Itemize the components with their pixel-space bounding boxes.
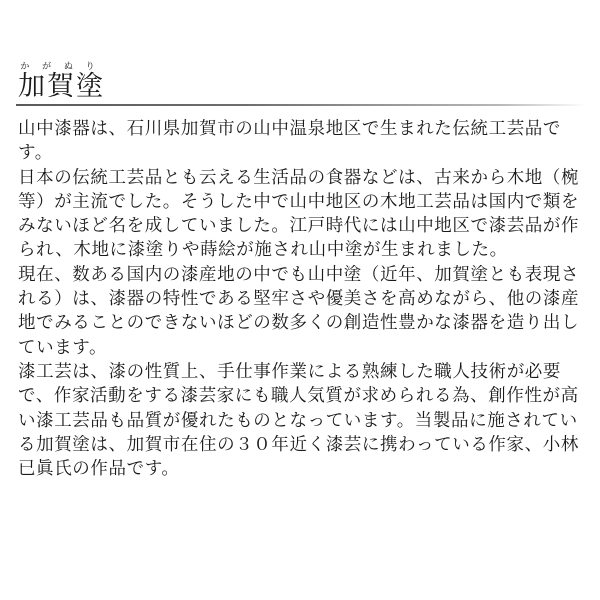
paragraph-3: 現在、数ある国内の漆産地の中でも山中塗（近年、加賀塗とも表現される）は、漆器の特性である堅牢さや優美さを高めながら、他の漆産地でみることのできないほどの数多くの創造性豊かな漆器を造り出しています。 — [18, 264, 580, 358]
page-title — [18, 62, 105, 100]
description-body — [18, 117, 583, 481]
paragraph-2: 日本の伝統工芸品とも云える生活品の食器などは、古来から木地（椀等）が主流でした。そうした中で山中地区の木地工芸品は国内で類をみないほど名を成していました。江戸時代には山中地区で漆芸品が作られ、木地に漆塗りや蒔絵が施され山中塗が生まれました。 — [18, 167, 580, 261]
title-text: 加賀塗 — [18, 71, 105, 102]
paragraph-1: 山中漆器は、石川県加賀市の山中温泉地区で生まれた伝統工芸品です。 — [18, 119, 561, 164]
title-reading: かがぬり — [18, 62, 105, 72]
paragraph-4: 漆工芸は、漆の性質上、手仕事作業による熟練した職人技術が必要で、作家活動をする漆芸家にも職人気質が求められる為、創作性が高い漆工芸品も品質が優れたものとなっています。当製品に施されている加賀塗は、加賀市在住の３０年近く漆芸に携わっている作家、小林已眞氏の作品です。 — [18, 361, 579, 480]
heading-divider — [16, 104, 586, 106]
